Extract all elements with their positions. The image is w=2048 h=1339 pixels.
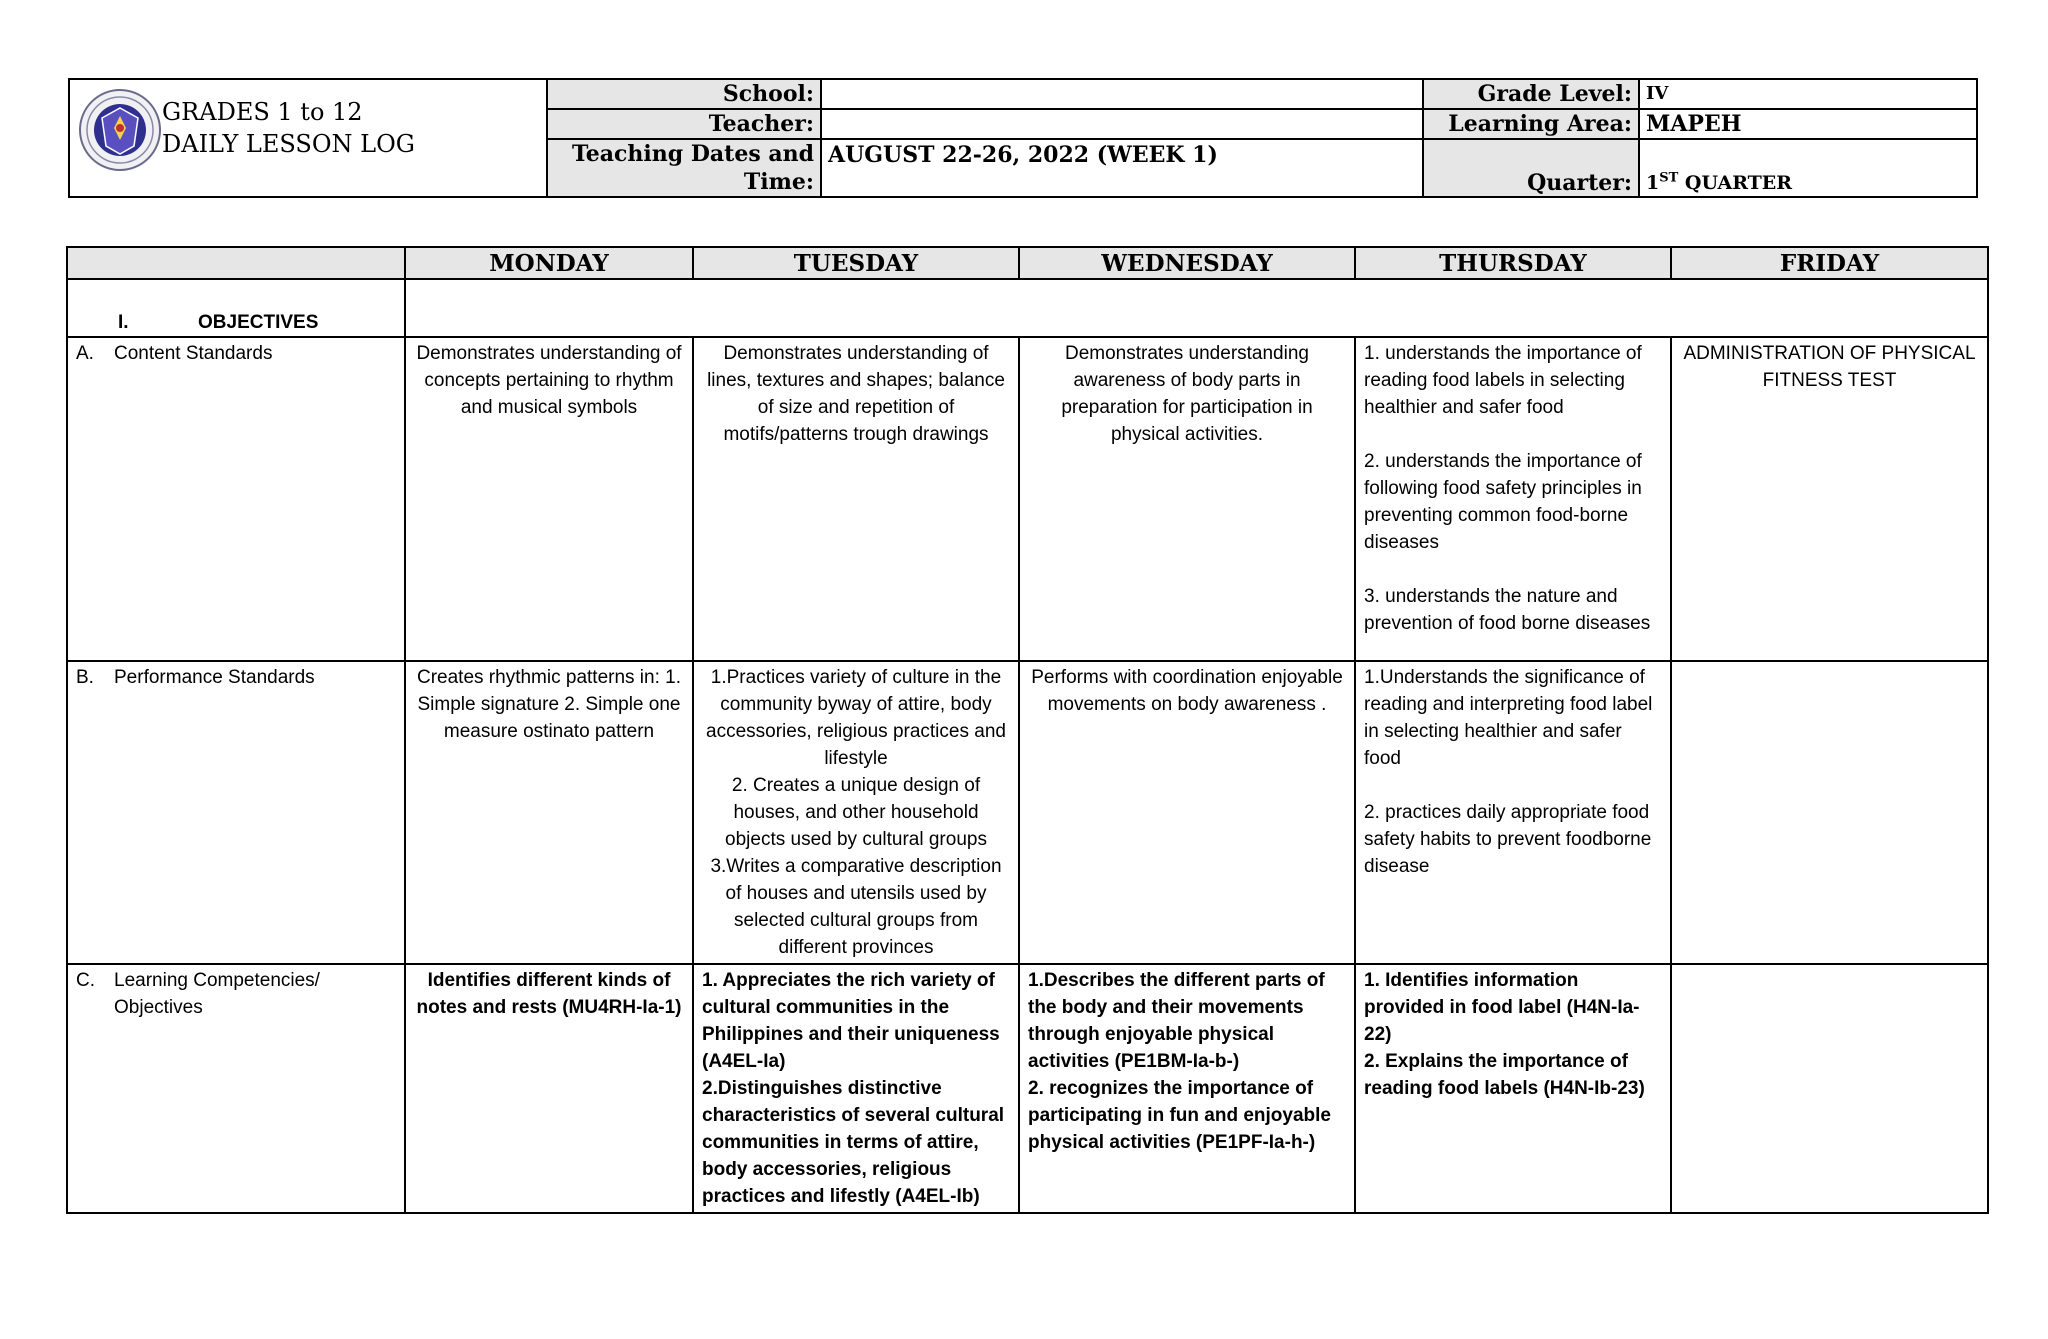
row-letter: C. [76, 970, 95, 991]
grade-level-label: Grade Level: [1423, 79, 1639, 109]
cell-paragraph: 1. Identifies information provided in food label (H4N-Ia-22) [1364, 970, 1640, 1045]
header-title-line1: GRADES 1 to 12 [162, 98, 363, 126]
cell-paragraph: 2.Distinguishes distinctive characteristics of several cultural communities in terms of attire, body accessories, religious practices and lifestly (A4EL-Ib) [702, 1078, 1005, 1207]
teacher-field[interactable] [821, 109, 1423, 139]
learning-area-field[interactable]: MAPEH [1639, 109, 1977, 139]
day-header-friday: FRIDAY [1671, 247, 1988, 279]
learning-competencies-row [67, 964, 1988, 1213]
performance-standards-monday[interactable]: Creates rhythmic patterns in: 1. Simple signature 2. Simple one measure ostinato pattern [405, 661, 693, 964]
performance-standards-row [67, 661, 1988, 964]
quarter-label: Quarter: [1423, 139, 1639, 197]
header-title-line2: DAILY LESSON LOG [162, 130, 415, 158]
performance-standards-tuesday[interactable] [693, 661, 1019, 964]
learning-competencies-tuesday[interactable] [693, 964, 1019, 1213]
objectives-number: I. [118, 312, 129, 333]
cell-paragraph: 2. recognizes the importance of participating in fun and enjoyable physical activities (PE1PF-Ia-h-) [1028, 1078, 1331, 1153]
objectives-row [67, 279, 1988, 337]
row-label: Content Standards [114, 343, 273, 364]
quarter-field[interactable] [1639, 139, 1977, 197]
school-label: School: [547, 79, 821, 109]
teacher-label: Teacher: [547, 109, 821, 139]
deped-seal-icon [78, 88, 162, 172]
row-label-line1: Learning Competencies/ [114, 970, 320, 991]
cell-paragraph: 2. Creates a unique design of houses, and other household objects used by cultural groups [725, 775, 987, 850]
cell-paragraph: 2. understands the importance of following food safety principles in preventing common food-borne diseases [1364, 451, 1642, 553]
content-standards-monday[interactable]: Demonstrates understanding of concepts pertaining to rhythm and musical symbols [405, 337, 693, 661]
row-label-line2: Objectives [114, 997, 203, 1018]
content-standards-friday[interactable]: ADMINISTRATION OF PHYSICAL FITNESS TEST [1671, 337, 1988, 661]
row-label: Performance Standards [114, 667, 315, 688]
objectives-blank [405, 279, 1988, 337]
lesson-log-header [68, 78, 1978, 198]
content-standards-row [67, 337, 1988, 661]
quarter-word: QUARTER [1678, 172, 1793, 194]
objectives-label: OBJECTIVES [198, 312, 319, 333]
quarter-number: 1 [1646, 172, 1660, 194]
cell-paragraph: 3. understands the nature and prevention of food borne diseases [1364, 586, 1651, 634]
day-header-wednesday: WEDNESDAY [1019, 247, 1355, 279]
day-header-blank [67, 247, 405, 279]
lesson-log-table [66, 246, 1989, 1214]
grade-level-field[interactable]: IV [1639, 79, 1977, 109]
cell-paragraph: 3.Writes a comparative description of houses and utensils used by selected cultural groups from different provinces [710, 856, 1002, 958]
cell-paragraph: 1. Appreciates the rich variety of cultural communities in the Philippines and their uniqueness (A4EL-Ia) [702, 970, 1000, 1072]
content-standards-thursday[interactable] [1355, 337, 1671, 661]
row-letter: A. [76, 343, 94, 364]
cell-paragraph: 2. Explains the importance of reading food labels (H4N-Ib-23) [1364, 1051, 1645, 1099]
performance-standards-label [67, 661, 405, 964]
cell-paragraph: 1.Understands the significance of reading and interpreting food label in selecting healthier and safer food [1364, 667, 1653, 769]
cell-paragraph: 1.Describes the different parts of the body and their movements through enjoyable physical activities (PE1BM-Ia-b-) [1028, 970, 1325, 1072]
learning-area-label: Learning Area: [1423, 109, 1639, 139]
day-header-monday: MONDAY [405, 247, 693, 279]
teaching-dates-label [547, 139, 821, 197]
row-letter: B. [76, 667, 94, 688]
day-header-row [67, 247, 1988, 279]
objectives-heading [67, 279, 405, 337]
day-header-tuesday: TUESDAY [693, 247, 1019, 279]
cell-paragraph: 1.Practices variety of culture in the community byway of attire, body accessories, religious practices and lifestyle [706, 667, 1006, 769]
content-standards-label [67, 337, 405, 661]
school-field[interactable] [821, 79, 1423, 109]
cell-paragraph: 1. understands the importance of reading food labels in selecting healthier and safer food [1364, 343, 1642, 418]
learning-competencies-monday[interactable]: Identifies different kinds of notes and rests (MU4RH-Ia-1) [405, 964, 693, 1213]
content-standards-wednesday[interactable]: Demonstrates understanding awareness of body parts in preparation for participation in physical activities. [1019, 337, 1355, 661]
performance-standards-wednesday[interactable]: Performs with coordination enjoyable movements on body awareness . [1019, 661, 1355, 964]
teaching-dates-label-line1: Teaching Dates and [571, 141, 814, 167]
performance-standards-friday[interactable] [1671, 661, 1988, 964]
teaching-dates-field[interactable]: AUGUST 22-26, 2022 (WEEK 1) [821, 139, 1423, 197]
header-brand [69, 79, 547, 197]
day-header-thursday: THURSDAY [1355, 247, 1671, 279]
learning-competencies-thursday[interactable] [1355, 964, 1671, 1213]
learning-competencies-wednesday[interactable] [1019, 964, 1355, 1213]
learning-competencies-label [67, 964, 405, 1213]
learning-competencies-friday[interactable] [1671, 964, 1988, 1213]
quarter-ordinal: ST [1659, 170, 1679, 186]
performance-standards-thursday[interactable] [1355, 661, 1671, 964]
teaching-dates-label-line2: Time: [743, 169, 814, 195]
content-standards-tuesday[interactable]: Demonstrates understanding of lines, textures and shapes; balance of size and repetition of motifs/patterns trough drawings [693, 337, 1019, 661]
cell-paragraph: 2. practices daily appropriate food safety habits to prevent foodborne disease [1364, 802, 1652, 877]
